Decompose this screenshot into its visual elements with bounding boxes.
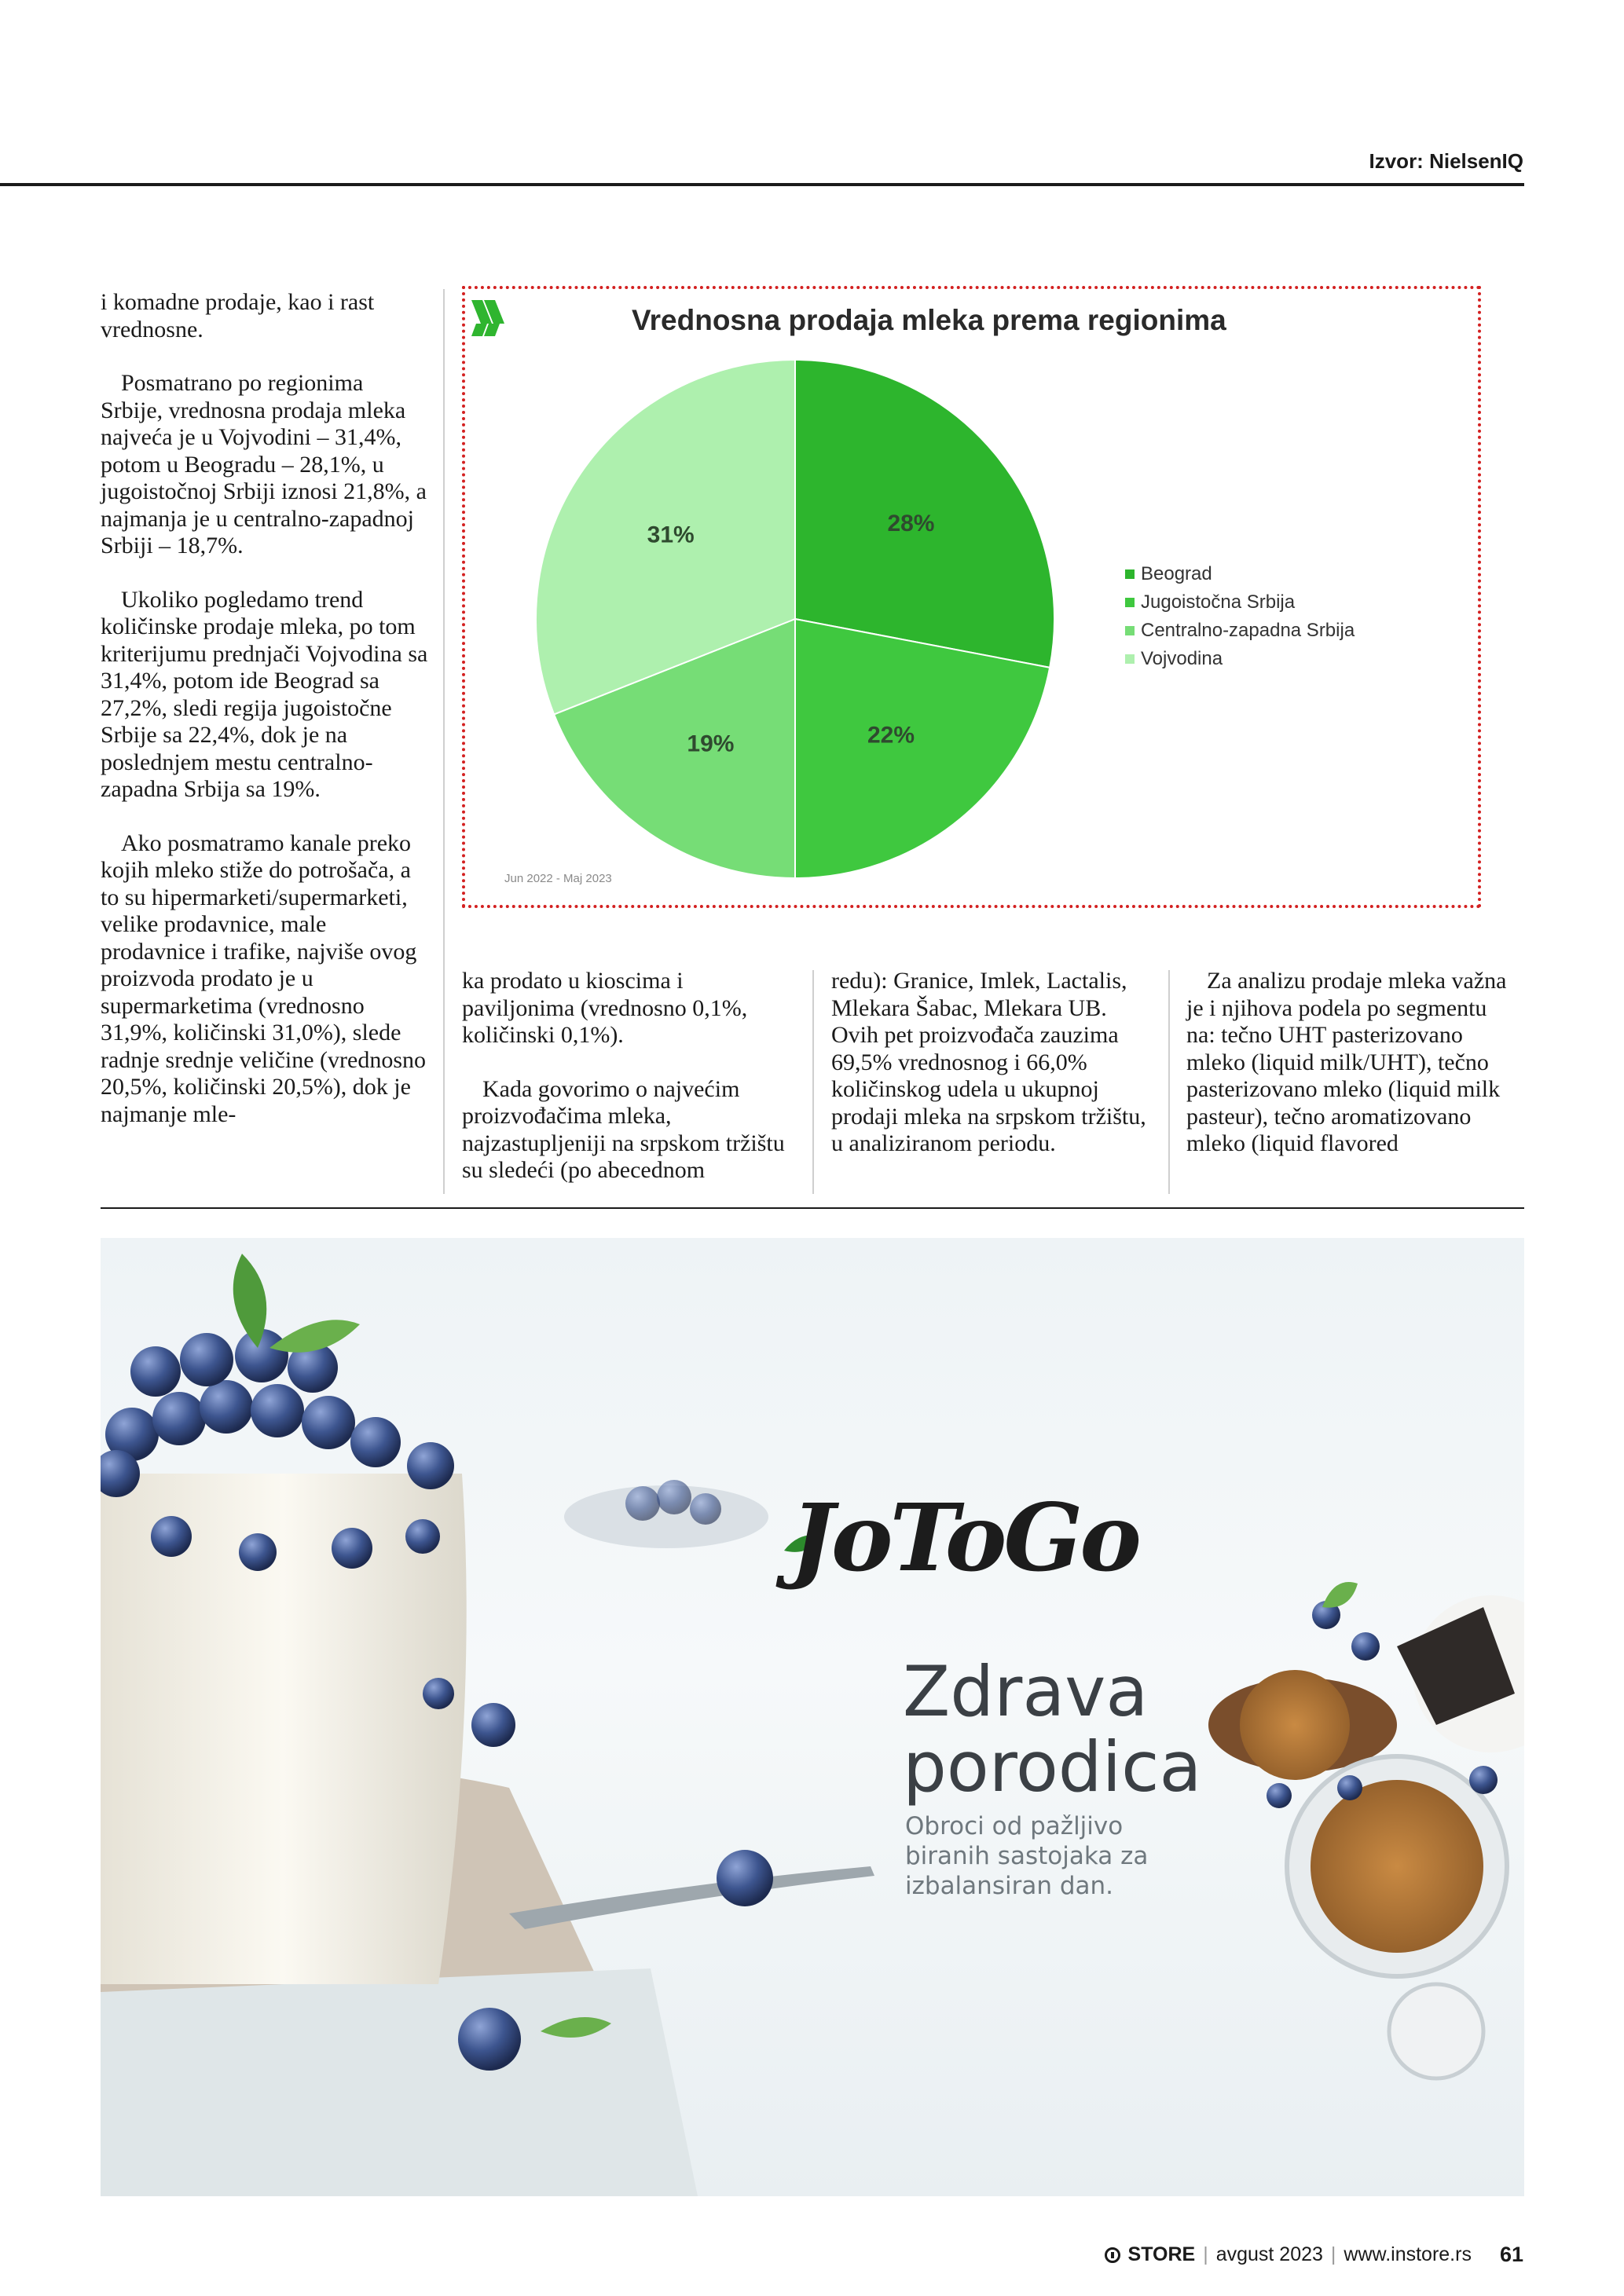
article-column-1: [101, 289, 429, 1155]
ad-headline-line-1: Zdrava: [903, 1651, 1149, 1732]
col3-paragraph-1: redu): Granice, Imlek, Lactalis, Mlekara Šabac, Mlekara UB. Ovih pet proizvođača zauzima 69,5% vrednosnog i 66,0% količinskog udela u ukupnoj prodaji mleka na srpskom tržištu, u analiziranom periodu.: [831, 968, 1146, 1156]
slice-data-label: 22%: [867, 722, 915, 749]
loose-blueberry: [717, 1850, 773, 1906]
col1-paragraph-4: Ako posmatramo kanale preko kojih mleko stiže do potrošača, a to su hipermarketi/supermarketi, velike prodavnice, male prodavnice i trafike, najviše ovog proizvoda prodato je u supermarketima (vrednosno 31,9%, količinski 31,0%), slede radnje srednje veličine (vrednosno 20,5%, količinski 20,5%), dok je najmanje mle-: [101, 829, 427, 1127]
source-label: Izvor: NielsenIQ: [1369, 149, 1523, 173]
col2-paragraph-2: Kada govorimo o najvećim proizvođačima mleka, najzastupljeniji na srpskom tržištu su sledeći (po abecednom: [462, 1075, 785, 1183]
instore-logo-icon: [1105, 2247, 1120, 2263]
legend-label: Beograd: [1141, 563, 1212, 584]
column-separator: [812, 970, 814, 1194]
footer-separator: |: [1330, 2243, 1336, 2265]
slice-data-label: 28%: [887, 510, 935, 536]
blueberry-pile: [101, 1329, 454, 1497]
col4-paragraph-1: Za analizu prodaje mleka važna je i njihova podela po segmentu na: tečno UHT pasterizovano mleko (liquid milk/UHT), tečno pasterizovano mleko (liquid milk pasteur), tečno aromatizovano mleko (liquid flavored: [1186, 968, 1507, 1156]
footer-brand: STORE: [1127, 2243, 1196, 2265]
loose-blueberry: [471, 1703, 515, 1747]
footer-issue: avgust 2023: [1215, 2243, 1323, 2265]
bottom-rule: [101, 1207, 1524, 1209]
slice-data-label: 31%: [647, 522, 695, 548]
legend-swatch: [1125, 654, 1135, 664]
yogurt-glass: [101, 1474, 467, 1984]
brand-logo: JoToGo: [790, 1483, 1138, 1592]
loose-blueberry: [458, 2008, 521, 2071]
col1-paragraph-3: Ukoliko pogledamo trend količinske prodaje mleka, po tom kriterijumu prednjači Vojvodina sa 31,4%, potom ide Beograd sa 27,2%, sledi regija jugoistočne Srbije sa 22,4%, dok je na poslednjem mestu centralno-zapadna Srbija sa 19%.: [101, 586, 428, 802]
ad-illustration: [101, 1238, 1524, 2196]
legend-swatch: [1125, 569, 1135, 579]
slice-data-label: 19%: [687, 731, 735, 757]
table-surface: [101, 1968, 698, 2196]
legend-label: Jugoistočna Srbija: [1141, 591, 1296, 613]
footer-url[interactable]: www.instore.rs: [1344, 2243, 1472, 2265]
legend-label: Centralno-zapadna Srbija: [1141, 620, 1355, 641]
article-column-3: [831, 968, 1152, 1185]
mint-leaf-icon: [233, 1254, 360, 1353]
brand-mark-icon: [471, 300, 504, 336]
spoon: [509, 1866, 874, 1929]
ad-subtitle: Obroci od pažljivo biranih sastojaka za izbalansiran dan.: [905, 1812, 1149, 1900]
chart-title: Vrednosna prodaja mleka prema regionima: [632, 304, 1226, 336]
advertisement: [101, 1238, 1524, 2196]
col2-paragraph-1: ka prodato u kioscima i paviljonima (vrednosno 0,1%, količinski 0,1%).: [462, 968, 748, 1048]
page-number: 61: [1499, 2243, 1523, 2266]
top-rule: [0, 183, 1524, 186]
footer-separator: |: [1203, 2243, 1208, 2265]
column-separator: [443, 289, 445, 1194]
col1-paragraph-1: i komadne prodaje, kao i rast vrednosne.: [101, 289, 375, 342]
loose-blueberry: [423, 1678, 454, 1709]
chart-period: Jun 2022 - Maj 2023: [504, 872, 612, 885]
legend-swatch: [1125, 626, 1135, 635]
small-jar: [1389, 1984, 1483, 2078]
column-separator: [1168, 970, 1170, 1194]
pie-chart: [465, 289, 1478, 905]
page-footer: [1105, 2243, 1523, 2267]
ad-headline-line-2: porodica: [903, 1727, 1202, 1807]
ad-headline: [903, 1651, 1296, 1807]
pie-chart-frame: [462, 286, 1481, 908]
legend-swatch: [1125, 598, 1135, 607]
article-column-4: [1186, 968, 1516, 1185]
legend-label: Vojvodina: [1141, 648, 1223, 669]
article-column-2: [462, 968, 792, 1211]
col1-paragraph-2: Posmatrano po regionima Srbije, vrednosna prodaja mleka najveća je u Vojvodini – 31,4%, potom u Beogradu – 28,1%, u jugoistočnoj Srbiji iznosi 21,8%, a najmanja je u centralno-zapadnoj Srbiji – 18,7%.: [101, 370, 427, 558]
